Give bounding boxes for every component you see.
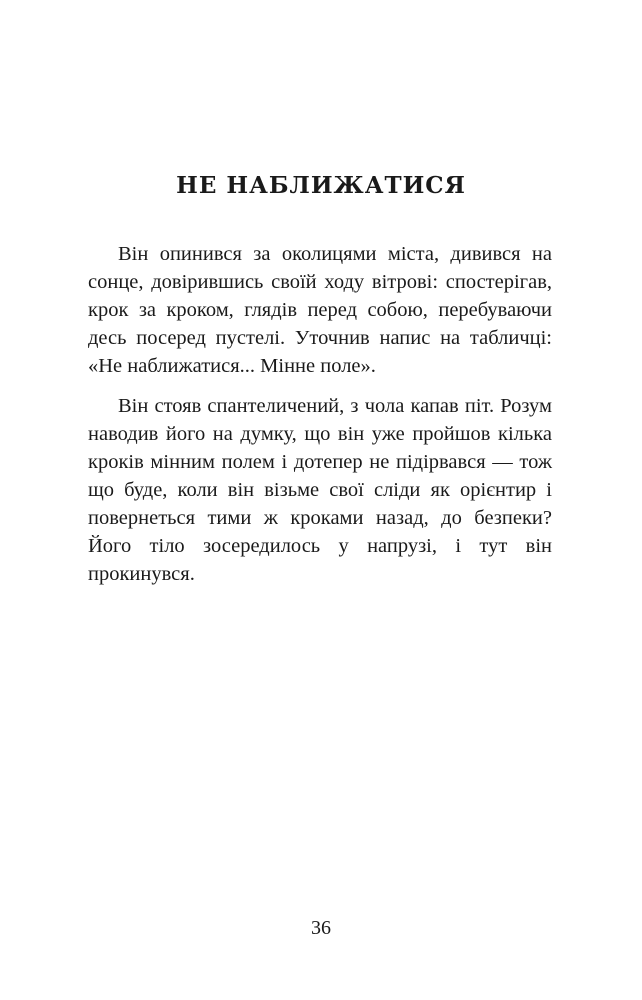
story-text — [88, 240, 552, 600]
paragraph-1: Він опинився за околицями міста, дивився на сонце, довірившись своїй ходу вітрові: спостерігав, крок за кроком, глядів перед собою, перебуваючи десь посеред пустелі. Уточнив напис на табличці: «Не наближатися... Мінне поле». — [88, 243, 552, 377]
chapter-title: НЕ НАБЛИЖАТИСЯ — [176, 172, 466, 199]
paragraph-2: Він стояв спантеличений, з чола капав піт. Розум наводив його на думку, що він уже пройшов кілька кроків мінним полем і дотепер не підірвався — тож що буде, коли він візьме свої сліди як орієнтир і повернеться тими ж кроками назад, до безпеки? Його тіло зосередилось у напрузі, і тут він прокинувся. — [88, 395, 552, 585]
page-number: 36 — [311, 917, 331, 939]
